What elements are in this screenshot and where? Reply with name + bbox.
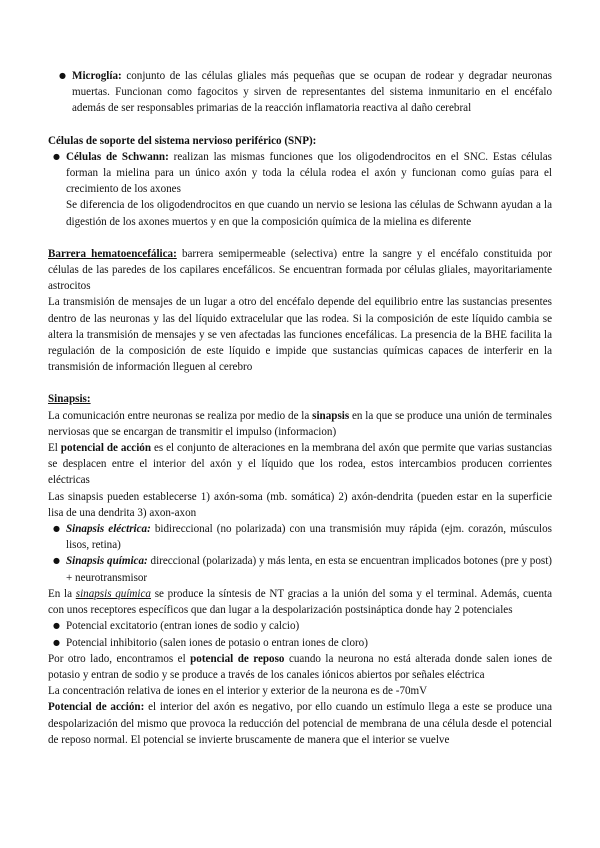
quimica-term: Sinapsis química: (66, 555, 148, 568)
bhe-paragraph: Barrera hematoencefálica: barrera semipermeable (selectiva) entre la sangre y el encéfalo constituida por células de las paredes de los capilares encefálicos. Se encuentran formada por células gliales, mayoritariamente astrocitos (48, 247, 552, 293)
sinapsis-electrica-item: ● Sinapsis eléctrica: bidireccional (no polarizada) con una transmisión muy rápida (ejm. corazón, músculos lisos, retina) (53, 523, 552, 552)
sinapsis-p2: El potencial de acción es el conjunto de alteraciones en la membrana del axón que permite que varias sustancias se desplacen entre el interior del axón y el líquido que los rodea, estos intercambios producen corrientes eléctricas (48, 442, 552, 487)
bullet-icon: ● (59, 71, 66, 80)
potencial-excitatorio-item: ● Potencial excitatorio (entran iones de sodio y calcio) (48, 618, 552, 634)
bhe-term: Barrera hematoencefálica: (48, 247, 177, 260)
sinapsis-p7: Potencial de acción: el interior del axón es negativo, por ello cuando un estímulo llega a este se produce una despolarización del mismo que provoca la reducción del potencial de membrana de una célula desde el potencial de reposo normal. El potencial se invierte bruscamente de manera que el interior se vuelve (48, 701, 552, 746)
bullet-icon: ● (53, 556, 60, 566)
sinapsis-quimica-item: ● Sinapsis química: direccional (polarizada) y más lenta, en esta se encuentran implicados botones (pre y post) + neurotransmisor (53, 555, 552, 584)
schwann-note: Se diferencia de los oligodendrocitos en que cuando un nervio se lesiona las células de Schwann ayudan a la digestión de los axones muertos y en que la composición química de la mielina es diferente (66, 199, 552, 228)
microglia-term: Microglía: (72, 70, 122, 82)
schwann-text: realizan las mismas funciones que los oligodendrocitos en el SNC. Estas células forman la mielina para un único axón y toda la célula rodea el axón y funcionan como guías para el crecimiento de los axones (66, 150, 552, 196)
sinapsis-p4: En la sinapsis química se produce la síntesis de NT gracias a la unión del soma y el terminal. Además, cuenta con unos receptores específicos que dan lugar a la despolarización postsináptica donde hay 2 potenciales (48, 587, 553, 617)
microglia-text: conjunto de las células gliales más pequeñas que se ocupan de rodear y degradar neuronas muertas. Funcionan como fagocitos y sirven de representantes del sistema inmunitario en el encéfalo además de ser responsables primarias de la reacción inflamatoria reactiva al daño cerebral (72, 70, 552, 115)
bullet-icon: ● (53, 524, 60, 534)
potencial-inhibitorio-item: ● Potencial inhibitorio (salen iones de potasio o entran iones de cloro) (48, 635, 552, 651)
sinapsis-p1: La comunicación entre neuronas se realiza por medio de la sinapsis en la que se produce una unión de terminales nerviosas que se encargan de transmitir el impulso (informacion) (48, 409, 552, 438)
schwann-term: Células de Schwann: (66, 150, 169, 163)
bullet-icon: ● (53, 621, 60, 631)
microglia-item (54, 68, 552, 117)
schwann-item (48, 149, 552, 230)
snp-heading: Células de soporte del sistema nervioso periférico (SNP): (48, 134, 317, 147)
bullet-icon: ● (53, 637, 60, 647)
sinapsis-heading: Sinapsis: (48, 393, 91, 406)
sinapsis-p5: Por otro lado, encontramos el potencial de reposo cuando la neurona no está alterada donde salen iones de potasio y entran de sodio y se produce a través de los canales iónicos abiertos por señales eléctrica (48, 652, 553, 681)
bhe-paragraph-2: La transmisión de mensajes de un lugar a otro del encéfalo depende del equilibrio entre las sustancias presentes dentro de las neuronas y las del líquido extracelular que las rodea. Si la composición de este líquido cambia se altera la transmisión de mensajes y se ven afectadas las funciones encefálicas. La presencia de la BHE facilita la regulación de la composición de este líquido e impide que sustancias químicas capaces de interferir en la transmisión de información lleguen al cerebro (48, 296, 552, 374)
sinapsis-p6: La concentración relativa de iones en el interior y exterior de la neurona es de -70mV (48, 685, 428, 698)
sinapsis-p3: Las sinapsis pueden establecerse 1) axón-soma (mb. somática) 2) axón-dendrita (pueden estar en la superficie lisa de una dendrita 3) axon-axon (48, 490, 552, 519)
bullet-icon: ● (53, 151, 60, 161)
electrica-term: Sinapsis eléctrica: (66, 523, 151, 536)
